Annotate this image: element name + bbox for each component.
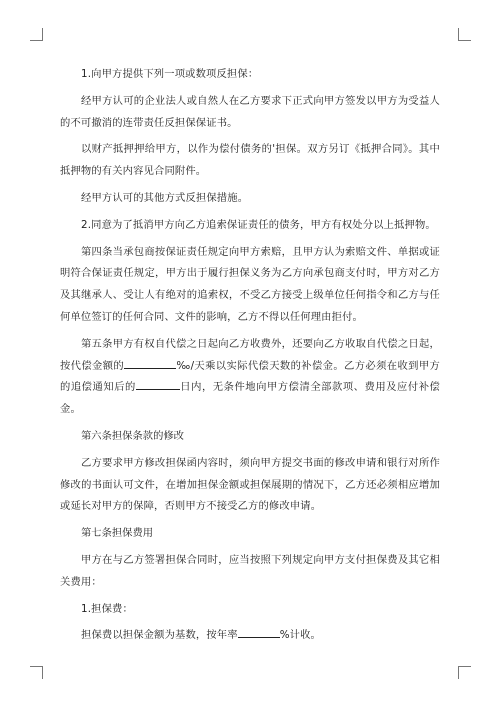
paragraph-other-measures: 经甲方认可的其他方式反担保措施。 — [81, 191, 249, 204]
paragraph-counter-guarantee-intro: 1.向甲方提供下列一项或数项反担保： — [81, 68, 259, 80]
crop-mark-bottom-left — [30, 666, 43, 679]
document-body — [60, 64, 440, 652]
blank-days-field — [136, 378, 180, 390]
fee-rate-text-b: %计收。 — [279, 629, 321, 642]
blank-annual-rate-field — [238, 626, 280, 638]
paragraph-article-5 — [60, 334, 440, 421]
paragraph-guarantee-letter: 经甲方认可的企业法人或自然人在乙方要求下正式向甲方签发以甲方为受益人的不可撤消的连带责任反担保保证书。 — [60, 94, 440, 129]
article-5-text-b: ‰/天乘以实际代偿天数的补偿金。乙方必须在收到甲方的追偿通知后的 — [60, 359, 440, 394]
paragraph-fee-heading: 1.担保费： — [81, 602, 133, 615]
blank-rate-field — [124, 357, 176, 369]
fee-rate-text-a: 担保费以担保金额为基数，按年率 — [81, 629, 238, 642]
article-5-text-c: 日内，无条件地向甲方偿清全部款项、费用及应付补偿金。 — [60, 381, 440, 416]
crop-mark-bottom-right — [458, 666, 471, 679]
paragraph-mortgage: 以财产抵押押给甲方，以作为偿付债务的'担保。双方另订《抵押合同》。其中抵押物的有关内容见合同附件。 — [60, 143, 440, 178]
crop-mark-top-right — [458, 28, 471, 41]
heading-article-6: 第六条担保条款的修改 — [81, 429, 184, 442]
paragraph-article-7: 甲方在与乙方签署担保合同时，应当按照下列规定向甲方支付担保费及其它相关费用： — [60, 553, 440, 588]
paragraph-dispose-collateral: 2.同意为了抵消甲方向乙方追索保证责任的债务，甲方有权处分以上抵押物。 — [81, 218, 436, 231]
paragraph-fee-rate — [60, 625, 440, 647]
paragraph-article-4: 第四条当承包商按保证责任规定向甲方索赔，且甲方认为索赔文件、单据或证明符合保证责任规定，甲方出于履行担保义务为乙方向承包商支付时，甲方对乙方及其继承人、受让人有绝对的追索权，不受乙方接受上级单位任何指令和乙方与任何单位签订的任何合同、文件的影响，乙方不得以任何理由拒付。 — [60, 245, 440, 323]
article-5-text-a: 第五条甲方有权自代偿之日起向乙方收费外，还要向乙方收取自代偿之日起，按代偿金额的 — [60, 337, 440, 372]
heading-article-7: 第七条担保费用 — [81, 527, 154, 540]
paragraph-article-6: 乙方要求甲方修改担保函内容时，须向甲方提交书面的修改申请和银行对所作修改的书面认可文件，在增加担保金额或担保展期的情况下，乙方还必须相应增加或延长对甲方的保障，否则甲方不接受乙方的修改申请。 — [60, 456, 440, 513]
crop-mark-top-left — [30, 28, 43, 41]
